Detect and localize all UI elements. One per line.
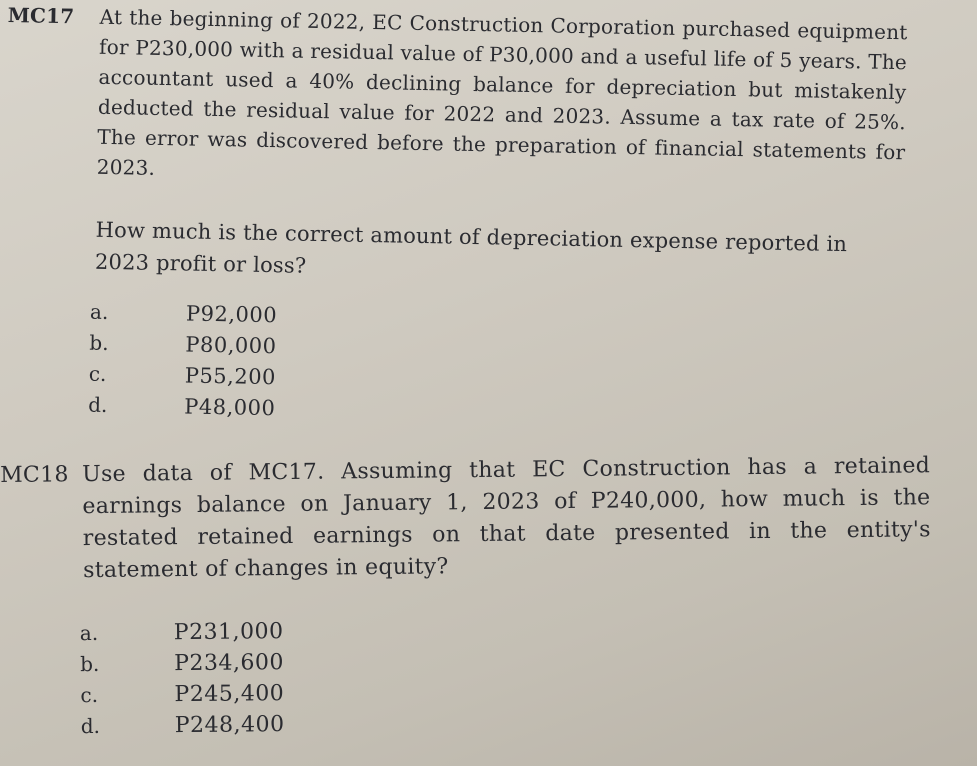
question-stem [0, 450, 931, 588]
choice-letter: a. [79, 620, 99, 646]
question-mc18 [0, 450, 933, 746]
choice-amount: P245,400 [174, 681, 285, 708]
choice-letter: c. [88, 361, 107, 386]
choice-letter: b. [80, 651, 100, 677]
question-text: Use data of MC17. Assuming that EC Construction has a retained earnings balance on January 1, 2023 of P240,000, how much is the restated retained earnings on that date presented in the entity's statement of changes in equity? [82, 453, 931, 584]
answer-choices [2, 612, 933, 746]
choice-amount: P80,000 [185, 332, 277, 359]
choice-amount: P92,000 [185, 301, 278, 328]
question-text: At the beginning of 2022, EC Construction Corporation purchased equipment for P230,000 with a residual value of P30,000 and a useful life of 5 years. The accountant used a 40% declining balance for depreciation but mistakenly deducted the residual value for 2022 and 2023. Assume a tax rate of 25%. The error was discovered before the preparation of financial statements for 2023. [96, 4, 908, 180]
choice-letter: d. [80, 713, 101, 739]
answer-choices [0, 298, 902, 439]
question-number: MC18 [0, 462, 69, 488]
question-number: MC17 [7, 2, 75, 29]
choice-amount: P248,400 [174, 712, 285, 739]
choice-amount: P48,000 [183, 394, 276, 421]
choice-amount: P231,000 [173, 619, 284, 646]
choice-letter: d. [88, 392, 108, 417]
choice-letter: a. [89, 299, 109, 324]
question-stem [5, 0, 908, 197]
choice-amount: P234,600 [174, 650, 285, 677]
question-prompt: How much is the correct amount of depreciation expense reported in 2023 profit or loss? [94, 217, 848, 278]
choice-amount: P55,200 [184, 363, 277, 390]
choice-letter: c. [80, 682, 99, 708]
choice-letter: b. [89, 330, 109, 355]
